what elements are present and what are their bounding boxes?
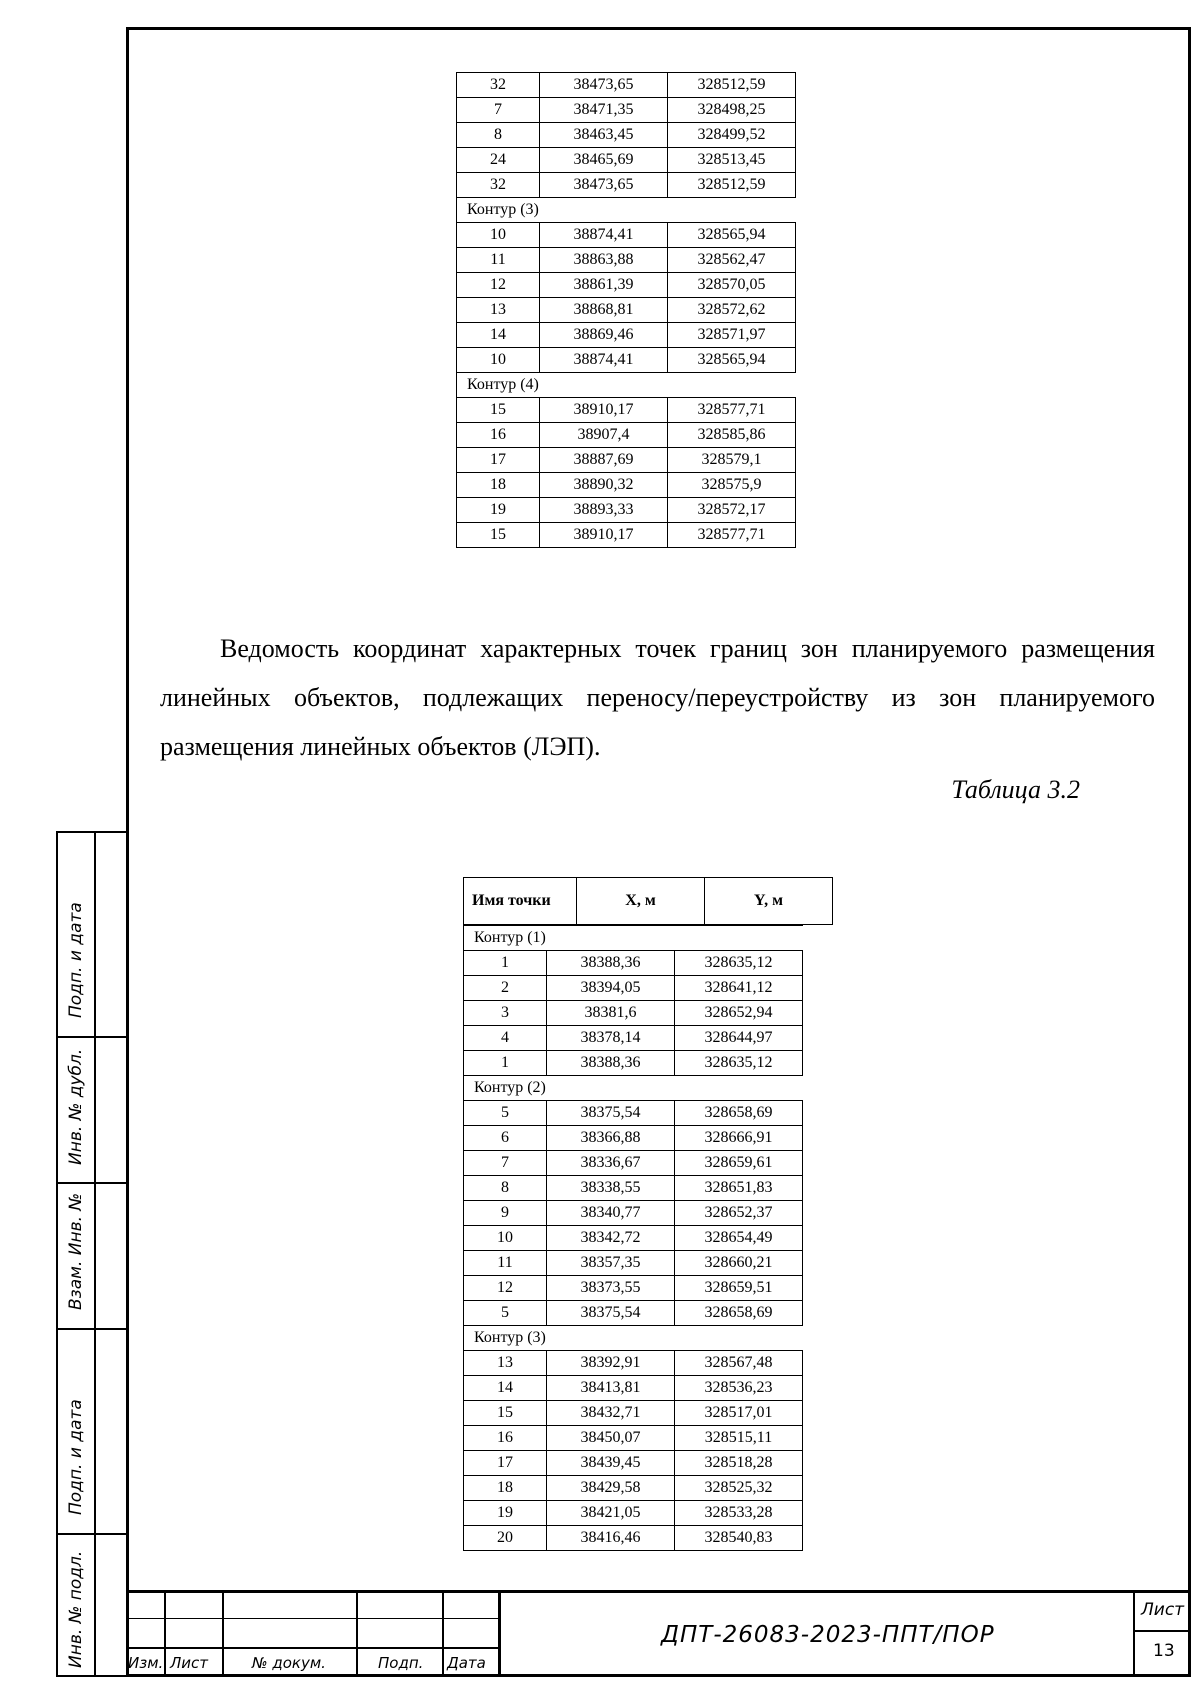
x-cell: 38893,33 bbox=[540, 498, 668, 523]
x-cell: 38439,45 bbox=[547, 1451, 675, 1476]
y-cell: 328658,69 bbox=[675, 1101, 803, 1126]
header-x: X, м bbox=[577, 878, 705, 925]
x-cell: 38450,07 bbox=[547, 1426, 675, 1451]
table-row bbox=[464, 976, 803, 1001]
side-divider bbox=[56, 1182, 126, 1184]
table-row bbox=[464, 1376, 803, 1401]
contour-row bbox=[464, 1326, 803, 1351]
point-name-cell: 1 bbox=[464, 1051, 547, 1076]
x-cell: 38473,65 bbox=[540, 173, 668, 198]
contour-label: Контур (1) bbox=[464, 926, 803, 951]
point-name-cell: 3 bbox=[464, 1001, 547, 1026]
y-cell: 328585,86 bbox=[668, 423, 796, 448]
table-row bbox=[464, 1101, 803, 1126]
y-cell: 328575,9 bbox=[668, 473, 796, 498]
table-row bbox=[457, 223, 796, 248]
x-cell: 38890,32 bbox=[540, 473, 668, 498]
x-cell: 38887,69 bbox=[540, 448, 668, 473]
stamp-col-date: Дата bbox=[447, 1654, 486, 1672]
y-cell: 328571,97 bbox=[668, 323, 796, 348]
table-row bbox=[464, 1426, 803, 1451]
point-name-cell: 17 bbox=[464, 1451, 547, 1476]
x-cell: 38861,39 bbox=[540, 273, 668, 298]
point-name-cell: 15 bbox=[457, 398, 540, 423]
point-name-cell: 15 bbox=[464, 1401, 547, 1426]
x-cell: 38863,88 bbox=[540, 248, 668, 273]
table-row bbox=[457, 448, 796, 473]
point-name-cell: 19 bbox=[457, 498, 540, 523]
y-cell: 328565,94 bbox=[668, 348, 796, 373]
table-row bbox=[457, 298, 796, 323]
x-cell: 38342,72 bbox=[547, 1226, 675, 1251]
table-row bbox=[464, 1151, 803, 1176]
contour-row bbox=[464, 1076, 803, 1101]
point-name-cell: 32 bbox=[457, 73, 540, 98]
table-row bbox=[464, 1176, 803, 1201]
point-name-cell: 14 bbox=[457, 323, 540, 348]
point-name-cell: 32 bbox=[457, 173, 540, 198]
point-name-cell: 1 bbox=[464, 951, 547, 976]
table-row bbox=[464, 1476, 803, 1501]
y-cell: 328659,61 bbox=[675, 1151, 803, 1176]
y-cell: 328660,21 bbox=[675, 1251, 803, 1276]
point-name-cell: 5 bbox=[464, 1301, 547, 1326]
y-cell: 328579,1 bbox=[668, 448, 796, 473]
table-row bbox=[464, 1501, 803, 1526]
point-name-cell: 10 bbox=[464, 1226, 547, 1251]
y-cell: 328512,59 bbox=[668, 173, 796, 198]
table-row bbox=[457, 173, 796, 198]
table-row bbox=[457, 523, 796, 548]
x-cell: 38465,69 bbox=[540, 148, 668, 173]
x-cell: 38874,41 bbox=[540, 223, 668, 248]
point-name-cell: 11 bbox=[464, 1251, 547, 1276]
table-row bbox=[457, 73, 796, 98]
y-cell: 328499,52 bbox=[668, 123, 796, 148]
stamp-col-change: Изм. bbox=[128, 1654, 164, 1672]
table-row bbox=[457, 473, 796, 498]
point-name-cell: 5 bbox=[464, 1101, 547, 1126]
table-row bbox=[464, 1051, 803, 1076]
point-name-cell: 16 bbox=[464, 1426, 547, 1451]
y-cell: 328536,23 bbox=[675, 1376, 803, 1401]
side-strip-divider bbox=[94, 831, 96, 1677]
side-divider bbox=[56, 1533, 126, 1535]
x-cell: 38388,36 bbox=[547, 951, 675, 976]
y-cell: 328515,11 bbox=[675, 1426, 803, 1451]
x-cell: 38366,88 bbox=[547, 1126, 675, 1151]
table-row bbox=[464, 1526, 803, 1551]
contour-label: Контур (3) bbox=[457, 198, 796, 223]
y-cell: 328644,97 bbox=[675, 1026, 803, 1051]
x-cell: 38463,45 bbox=[540, 123, 668, 148]
y-cell: 328533,28 bbox=[675, 1501, 803, 1526]
side-divider bbox=[56, 1036, 126, 1038]
contour-row bbox=[464, 926, 803, 951]
y-cell: 328572,62 bbox=[668, 298, 796, 323]
table-row bbox=[457, 498, 796, 523]
table-row bbox=[464, 1201, 803, 1226]
point-name-cell: 13 bbox=[457, 298, 540, 323]
y-cell: 328498,25 bbox=[668, 98, 796, 123]
contour-label: Контур (3) bbox=[464, 1326, 803, 1351]
table-row bbox=[457, 273, 796, 298]
y-cell: 328567,48 bbox=[675, 1351, 803, 1376]
x-cell: 38432,71 bbox=[547, 1401, 675, 1426]
x-cell: 38375,54 bbox=[547, 1301, 675, 1326]
y-cell: 328652,37 bbox=[675, 1201, 803, 1226]
x-cell: 38910,17 bbox=[540, 523, 668, 548]
x-cell: 38471,35 bbox=[540, 98, 668, 123]
x-cell: 38336,67 bbox=[547, 1151, 675, 1176]
table-row bbox=[464, 1226, 803, 1251]
y-cell: 328577,71 bbox=[668, 398, 796, 423]
point-name-cell: 20 bbox=[464, 1526, 547, 1551]
table-3-2 bbox=[463, 925, 803, 1551]
table-row bbox=[464, 1351, 803, 1376]
table-row bbox=[464, 951, 803, 976]
y-cell: 328635,12 bbox=[675, 1051, 803, 1076]
y-cell: 328525,32 bbox=[675, 1476, 803, 1501]
x-cell: 38338,55 bbox=[547, 1176, 675, 1201]
y-cell: 328641,12 bbox=[675, 976, 803, 1001]
point-name-cell: 2 bbox=[464, 976, 547, 1001]
x-cell: 38907,4 bbox=[540, 423, 668, 448]
side-label-orig-inv: Инв. № подл. bbox=[66, 1550, 86, 1668]
y-cell: 328513,45 bbox=[668, 148, 796, 173]
y-cell: 328562,47 bbox=[668, 248, 796, 273]
x-cell: 38869,46 bbox=[540, 323, 668, 348]
side-label-sign-date: Подп. и дата bbox=[66, 902, 86, 1018]
side-label-replace-inv: Взам. Инв. № bbox=[66, 1192, 86, 1310]
x-cell: 38416,46 bbox=[547, 1526, 675, 1551]
table-row bbox=[464, 1126, 803, 1151]
y-cell: 328512,59 bbox=[668, 73, 796, 98]
side-label-dup-inv: Инв. № дубл. bbox=[66, 1048, 86, 1165]
point-name-cell: 8 bbox=[464, 1176, 547, 1201]
point-name-cell: 9 bbox=[464, 1201, 547, 1226]
y-cell: 328570,05 bbox=[668, 273, 796, 298]
point-name-cell: 7 bbox=[457, 98, 540, 123]
table-row bbox=[464, 1401, 803, 1426]
table-row bbox=[457, 248, 796, 273]
table-row bbox=[457, 123, 796, 148]
x-cell: 38473,65 bbox=[540, 73, 668, 98]
point-name-cell: 17 bbox=[457, 448, 540, 473]
point-name-cell: 16 bbox=[457, 423, 540, 448]
point-name-cell: 12 bbox=[457, 273, 540, 298]
point-name-cell: 14 bbox=[464, 1376, 547, 1401]
contour-row bbox=[457, 373, 796, 398]
y-cell: 328666,91 bbox=[675, 1126, 803, 1151]
point-name-cell: 7 bbox=[464, 1151, 547, 1176]
y-cell: 328654,49 bbox=[675, 1226, 803, 1251]
x-cell: 38378,14 bbox=[547, 1026, 675, 1051]
x-cell: 38340,77 bbox=[547, 1201, 675, 1226]
y-cell: 328540,83 bbox=[675, 1526, 803, 1551]
x-cell: 38394,05 bbox=[547, 976, 675, 1001]
coordinates-table-continued bbox=[456, 72, 796, 548]
side-label-sign-date-2: Подп. и дата bbox=[66, 1399, 86, 1515]
title-block bbox=[126, 1590, 1191, 1677]
y-cell: 328577,71 bbox=[668, 523, 796, 548]
point-name-cell: 4 bbox=[464, 1026, 547, 1051]
header-point-name: Имя точки bbox=[464, 878, 577, 925]
x-cell: 38392,91 bbox=[547, 1351, 675, 1376]
table-row bbox=[457, 423, 796, 448]
y-cell: 328565,94 bbox=[668, 223, 796, 248]
x-cell: 38381,6 bbox=[547, 1001, 675, 1026]
table-row bbox=[464, 1026, 803, 1051]
document-number: ДПТ-26083-2023-ППТ/ПОР bbox=[661, 1622, 995, 1648]
table-row bbox=[457, 148, 796, 173]
table-row bbox=[464, 1001, 803, 1026]
x-cell: 38413,81 bbox=[547, 1376, 675, 1401]
x-cell: 38429,58 bbox=[547, 1476, 675, 1501]
header-y: Y, м bbox=[705, 878, 833, 925]
side-divider bbox=[56, 1328, 126, 1330]
point-name-cell: 13 bbox=[464, 1351, 547, 1376]
stamp-col-sheet: Лист bbox=[170, 1654, 209, 1672]
x-cell: 38910,17 bbox=[540, 398, 668, 423]
sheet-label: Лист bbox=[1141, 1600, 1185, 1620]
point-name-cell: 10 bbox=[457, 223, 540, 248]
point-name-cell: 6 bbox=[464, 1126, 547, 1151]
x-cell: 38388,36 bbox=[547, 1051, 675, 1076]
y-cell: 328517,01 bbox=[675, 1401, 803, 1426]
y-cell: 328518,28 bbox=[675, 1451, 803, 1476]
point-name-cell: 10 bbox=[457, 348, 540, 373]
point-name-cell: 18 bbox=[457, 473, 540, 498]
table-row bbox=[464, 1301, 803, 1326]
x-cell: 38373,55 bbox=[547, 1276, 675, 1301]
y-cell: 328652,94 bbox=[675, 1001, 803, 1026]
sheet-number: 13 bbox=[1153, 1641, 1175, 1661]
table-row bbox=[457, 348, 796, 373]
table-row bbox=[457, 98, 796, 123]
y-cell: 328651,83 bbox=[675, 1176, 803, 1201]
x-cell: 38375,54 bbox=[547, 1101, 675, 1126]
contour-label: Контур (2) bbox=[464, 1076, 803, 1101]
stamp-col-docnum: № докум. bbox=[252, 1654, 326, 1672]
y-cell: 328658,69 bbox=[675, 1301, 803, 1326]
x-cell: 38357,35 bbox=[547, 1251, 675, 1276]
point-name-cell: 8 bbox=[457, 123, 540, 148]
x-cell: 38421,05 bbox=[547, 1501, 675, 1526]
x-cell: 38868,81 bbox=[540, 298, 668, 323]
table-row bbox=[464, 1276, 803, 1301]
point-name-cell: 11 bbox=[457, 248, 540, 273]
contour-row bbox=[457, 198, 796, 223]
y-cell: 328572,17 bbox=[668, 498, 796, 523]
point-name-cell: 24 bbox=[457, 148, 540, 173]
table-row bbox=[457, 398, 796, 423]
body-paragraph: Ведомость координат характерных точек границ зон планируемого размещения линейных объектов, подлежащих переносу/переустройству из зон планируемого размещения линейных объектов (ЛЭП). bbox=[160, 634, 1155, 761]
x-cell: 38874,41 bbox=[540, 348, 668, 373]
point-name-cell: 15 bbox=[457, 523, 540, 548]
table-row bbox=[457, 323, 796, 348]
stamp-col-sign: Подп. bbox=[378, 1654, 424, 1672]
point-name-cell: 19 bbox=[464, 1501, 547, 1526]
y-cell: 328635,12 bbox=[675, 951, 803, 976]
y-cell: 328659,51 bbox=[675, 1276, 803, 1301]
table-3-2-header bbox=[463, 877, 833, 925]
point-name-cell: 12 bbox=[464, 1276, 547, 1301]
table-row bbox=[464, 1251, 803, 1276]
contour-label: Контур (4) bbox=[457, 373, 796, 398]
table-caption: Таблица 3.2 bbox=[951, 775, 1080, 804]
point-name-cell: 18 bbox=[464, 1476, 547, 1501]
table-row bbox=[464, 1451, 803, 1476]
